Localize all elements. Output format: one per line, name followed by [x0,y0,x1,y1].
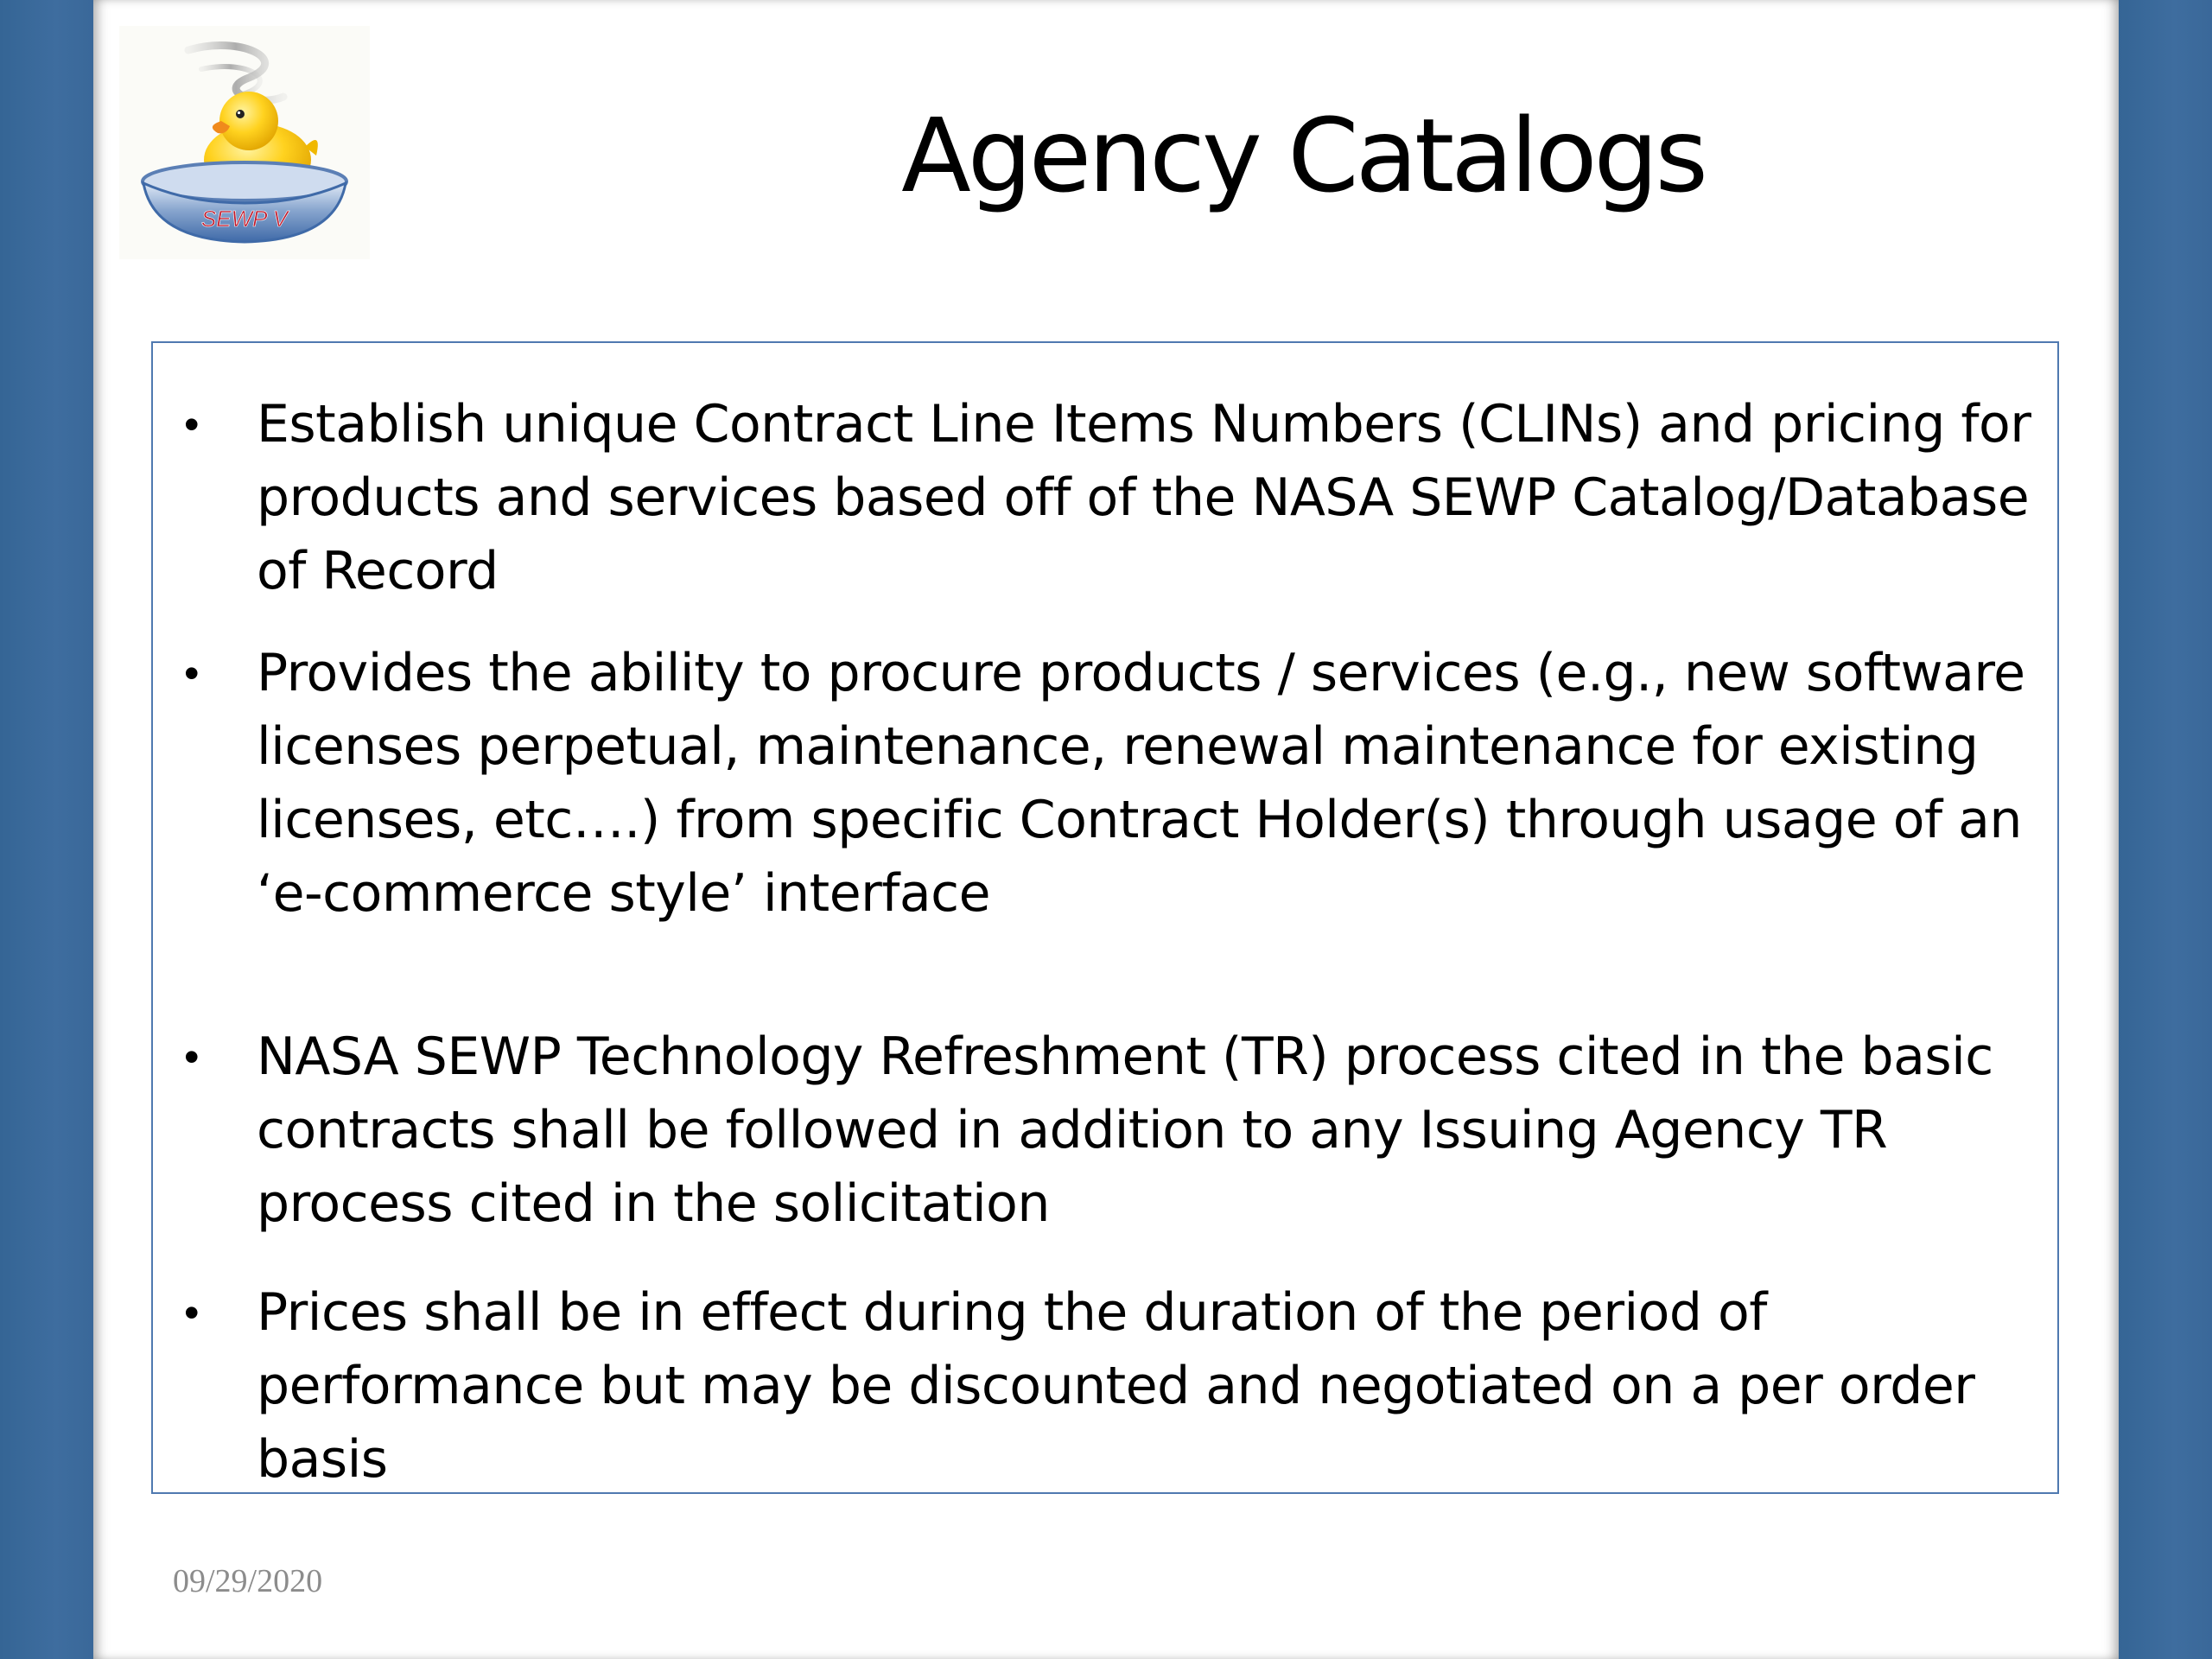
left-border-band [0,0,93,1659]
sewp-logo [119,26,370,259]
footer-date: 09/29/2020 [173,1563,323,1599]
slide [93,0,2119,1659]
bullet-text: Prices shall be in effect during the duration of the period of performance but may be discounted and negotiated on a per order basis [257,1282,1975,1490]
bullet-marker: • [184,1033,200,1081]
bullet-marker: • [184,649,200,697]
content-box [151,341,2059,1494]
bullet-marker: • [184,400,200,448]
bullet-text: NASA SEWP Technology Refreshment (TR) process cited in the basic contracts shall be followed in addition to any Issuing Agency TR process cited in the solicitation [257,1027,1993,1234]
right-border-band [2119,0,2212,1659]
bullet-text: Establish unique Contract Line Items Numbers (CLINs) and pricing for products and services based off of the NASA SEWP Catalog/Database of Record [257,394,2031,601]
bullet-marker: • [184,1288,200,1337]
svg-text:SEWP V: SEWP V [200,206,289,232]
bullet-text: Provides the ability to procure products / services (e.g., new software licenses perpetual, maintenance, renewal maintenance for existing licenses, etc….) from specific Contract Holder(s) through usage of an ‘e-commerce style’ interface [257,643,2025,924]
slide-title: Agency Catalogs [901,96,1705,215]
